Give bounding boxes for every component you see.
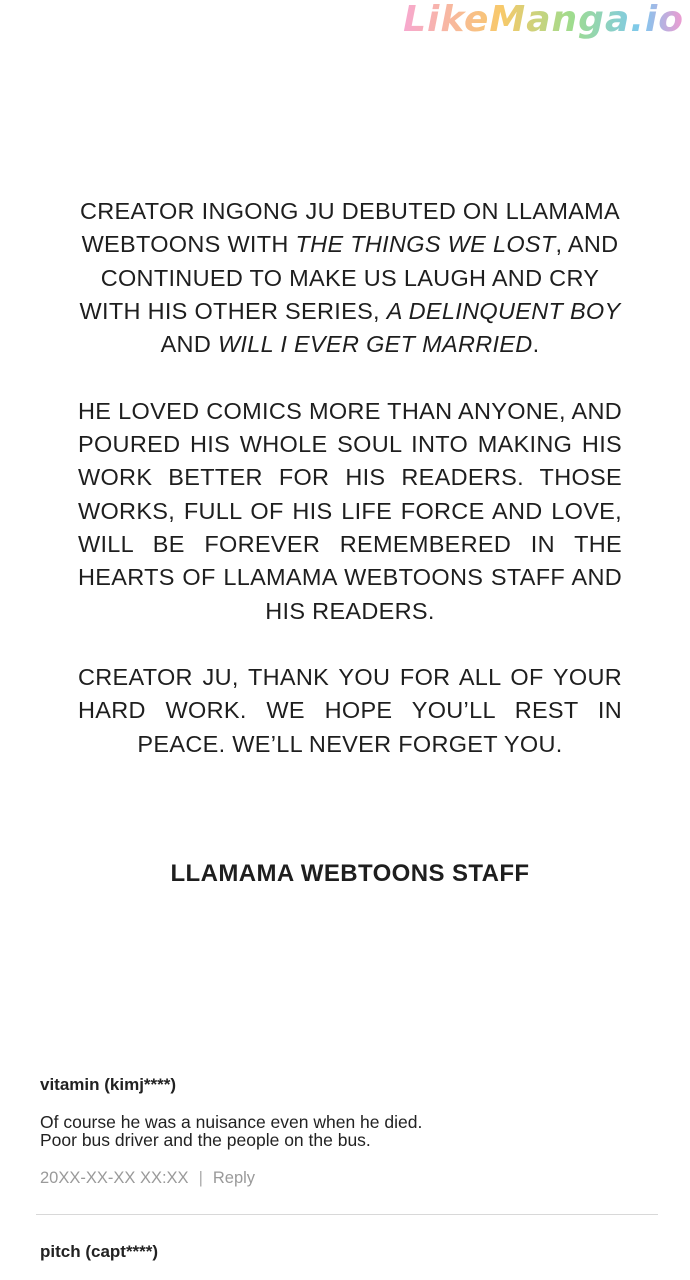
meta-separator: |: [198, 1169, 203, 1187]
comment-author[interactable]: vitamin (kimj****): [40, 1075, 177, 1094]
tribute-paragraph-3: CREATOR JU, THANK YOU FOR ALL OF YOUR HARD WORK. WE HOPE YOU’LL REST IN PEACE. WE’LL NEVER FORGET YOU.: [78, 664, 622, 757]
tribute-paragraph-2: HE LOVED COMICS MORE THAN ANYONE, AND POURED HIS WHOLE SOUL INTO MAKING HIS WORK BETTER FOR HIS READERS. THOSE WORKS, FULL OF HIS LIFE FORCE AND LOVE, WILL BE FOREVER REMEMBERED IN THE HEARTS OF LLAMAMA WEBTOONS STAFF AND HIS READERS.: [78, 397, 622, 624]
tribute-p1-text-a: CREATOR INGONG JU DEBUTED ON LLAMAMA WEBTOONS WITH: [79, 198, 621, 258]
tribute-signature: LLAMAMA WEBTOONS STAFF: [170, 860, 530, 887]
tribute-message: [78, 195, 622, 794]
tribute-p1-text-c: AND: [160, 331, 218, 358]
series-title-things-we-lost: THE THINGS WE LOST: [295, 231, 556, 258]
tribute-p1-text-b: , AND CONTINUED TO MAKE US LAUGH AND CRY WITH HIS OTHER SERIES,: [79, 231, 619, 324]
comment-timestamp: 20XX-XX-XX XX:XX: [40, 1169, 189, 1187]
series-title-delinquent-boy: A DELINQUENT BOY: [386, 297, 621, 324]
comment-item: [40, 1242, 660, 1262]
series-title-will-i-ever-get-married: WILL I EVER GET MARRIED: [217, 331, 533, 358]
reply-link[interactable]: Reply: [212, 1169, 256, 1187]
comment-divider: [36, 1214, 658, 1215]
comment-meta: [40, 1169, 660, 1188]
watermark-logo: LikeManga.io: [403, 0, 684, 40]
comment-text: [40, 1113, 660, 1149]
comment-item: [40, 1075, 660, 1188]
tribute-p1-text-d: .: [532, 331, 540, 358]
tribute-paragraph-1: [78, 195, 622, 361]
comment-text-line: Of course he was a nuisance even when he died.: [40, 1112, 423, 1132]
comment-text-line: Poor bus driver and the people on the bus.: [40, 1130, 371, 1150]
comment-author[interactable]: pitch (capt****): [40, 1242, 159, 1261]
